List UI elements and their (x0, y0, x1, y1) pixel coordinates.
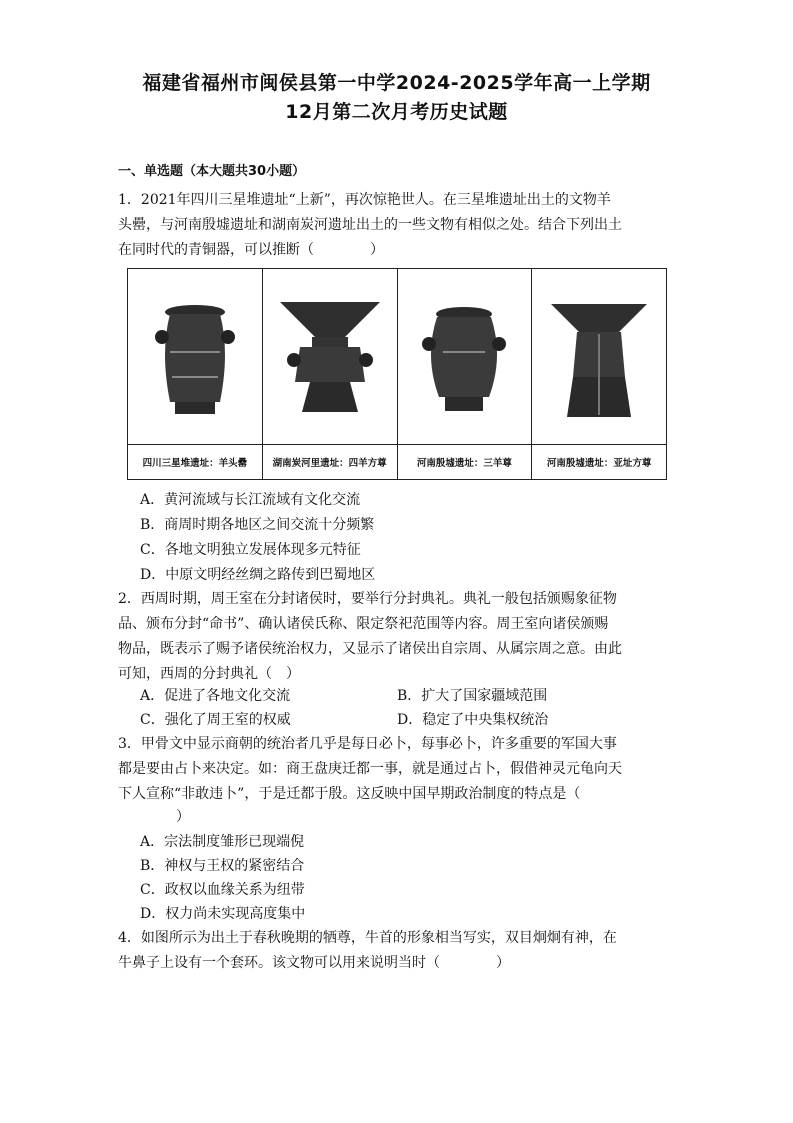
q2-option-b[interactable]: B．扩大了国家疆域范围 (397, 688, 548, 704)
q4-stem-line2: 牛鼻子上设有一个套环。该文物可以用来说明当时（ ） (118, 955, 510, 971)
caption-1: 四川三星堆遗址：羊头罍 (128, 444, 262, 479)
exam-title-line2: 12月第二次月考历史试题 (285, 101, 508, 123)
q2-stem-line2: 品、颁布分封“命书”、确认诸侯氏称、限定祭祀范围等内容。周王室向诸侯颁赐 (118, 616, 609, 632)
q3-option-a[interactable]: A．宗法制度雏形已现端倪 (140, 834, 305, 850)
q1-option-c[interactable]: C．各地文明独立发展体现多元特征 (140, 542, 361, 558)
figure-cell-1 (128, 269, 263, 479)
four-ram-square-zun-image (270, 282, 390, 432)
q3-stem-line4: ） (176, 809, 190, 825)
q2-stem-line1: 2．西周时期，周王室在分封诸侯时，要举行分封典礼。典礼一般包括颁赐象征物 (118, 591, 617, 607)
q1-option-a[interactable]: A．黄河流域与长江流域有文化交流 (140, 492, 361, 508)
caption-2: 湖南炭河里遗址：四羊方尊 (263, 444, 397, 479)
q2-stem-line3: 物品，既表示了赐予诸侯统治权力，又显示了诸侯出自宗周、从属宗周之意。由此 (118, 641, 622, 657)
q2-option-c[interactable]: C．强化了周王室的权威 (140, 712, 291, 728)
three-ram-zun-image (409, 282, 519, 432)
q3-stem-line2: 都是要由占卜来决定。如：商王盘庚迁都一事，就是通过占卜，假借神灵元龟向天 (118, 761, 622, 777)
q2-stem-line4: 可知，西周的分封典礼（ ） (118, 666, 300, 682)
q2-option-d[interactable]: D．稳定了中央集权统治 (397, 712, 549, 728)
section-heading: 一、单选题（本大题共30小题） (118, 164, 306, 179)
q1-stem-line2: 头罍，与河南殷墟遗址和湖南炭河遗址出土的一些文物有相似之处。结合下列出土 (118, 217, 622, 233)
q1-option-b[interactable]: B．商周时期各地区之间交流十分频繁 (140, 517, 375, 533)
yazhi-square-zun-image (539, 282, 659, 432)
figure-cell-2 (263, 269, 398, 479)
exam-title-line1: 福建省福州市闽侯县第一中学2024-2025学年高一上学期 (142, 72, 651, 94)
q1-stem-line1: 1．2021年四川三星堆遗址“上新”，再次惊艳世人。在三星堆遗址出土的文物羊 (118, 192, 611, 208)
ram-head-lei-image (140, 282, 250, 432)
q3-stem-line1: 3．甲骨文中显示商朝的统治者几乎是每日必卜，每事必卜，许多重要的军国大事 (118, 736, 617, 752)
q3-option-b[interactable]: B．神权与王权的紧密结合 (140, 858, 305, 874)
q1-stem-line3: 在同时代的青铜器，可以推断（ ） (118, 242, 384, 258)
q3-option-d[interactable]: D．权力尚未实现高度集中 (140, 906, 306, 922)
q4-stem-line1: 4．如图所示为出土于春秋晚期的牺尊，牛首的形象相当写实，双目炯炯有神，在 (118, 930, 617, 946)
caption-3: 河南殷墟遗址：三羊尊 (398, 444, 532, 479)
figure-cell-4 (532, 269, 666, 479)
bronze-vessels-figure (127, 268, 667, 480)
q2-option-a[interactable]: A．促进了各地文化交流 (140, 688, 291, 704)
q3-option-c[interactable]: C．政权以血缘关系为纽带 (140, 882, 305, 898)
figure-cell-3 (398, 269, 533, 479)
caption-4: 河南殷墟遗址：亚址方尊 (532, 444, 666, 479)
q3-stem-line3: 下人宣称“非敢违卜”，于是迁都于殷。这反映中国早期政治制度的特点是（ (118, 786, 581, 802)
q1-option-d[interactable]: D．中原文明经丝绸之路传到巴蜀地区 (140, 567, 376, 583)
